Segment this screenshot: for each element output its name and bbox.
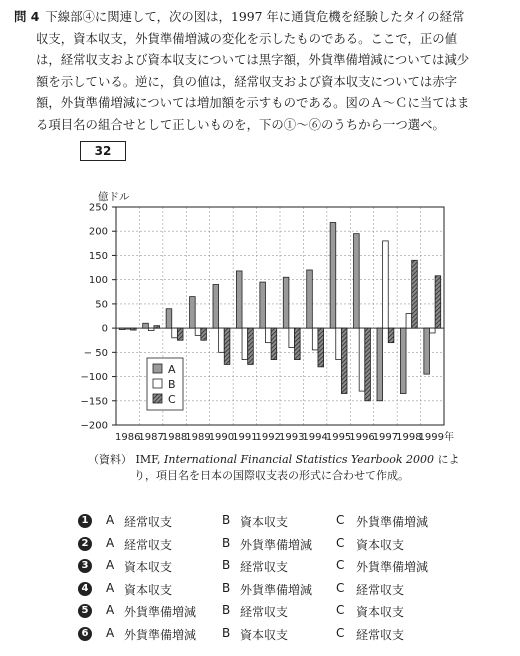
bar-B — [406, 314, 412, 329]
question-line-3: は，経常収支および資本収支については黒字額，外貨準備増減については減少 — [36, 52, 470, 68]
bar-C — [201, 328, 207, 340]
bar-B — [359, 328, 365, 391]
option-number: 4 — [78, 582, 92, 596]
option-label-a: A — [106, 580, 115, 595]
option-row[interactable] — [78, 513, 498, 535]
source-note — [88, 452, 498, 484]
x-tick-label: 1990 — [208, 432, 235, 443]
y-tick-label: 200 — [88, 226, 108, 238]
legend-box — [147, 358, 183, 410]
y-tick-label: 250 — [88, 202, 108, 214]
option-label-b: B — [222, 535, 231, 550]
bar-C — [271, 328, 277, 359]
option-label-b: B — [222, 603, 231, 617]
x-tick-label: 1994 — [302, 432, 328, 443]
source-line-2: り，項目名を日本の国際収支表の形式に合わせて作成。 — [134, 469, 409, 482]
option-value-c: 外貨準備増減 — [356, 515, 429, 529]
question-line-2: 収支，資本収支，外貨準備増減の変化を示したものである。ここで，正の値 — [36, 30, 458, 46]
question-line-6: る項目名の組合せとして正しいものを，下の①～⑥のうちから一つ選べ。 — [36, 116, 445, 132]
option-label-c: C — [336, 513, 345, 527]
bar-A — [354, 234, 360, 328]
bar-A — [260, 282, 266, 328]
option-label-c: C — [336, 603, 345, 617]
bar-A — [330, 223, 336, 329]
bar-C — [295, 328, 301, 359]
bar-B — [195, 328, 201, 335]
y-tick-label: −150 — [80, 396, 108, 408]
option-label-a: A — [106, 513, 115, 527]
option-label-b: B — [222, 558, 231, 572]
source-title: International Financial Statistics Yearbook 2000 — [164, 453, 435, 466]
bar-C — [224, 328, 230, 364]
bar-A — [307, 270, 313, 328]
legend-label-A: A — [168, 363, 176, 376]
option-value-c: 資本収支 — [356, 605, 405, 619]
bar-C — [177, 328, 183, 340]
bar-C — [341, 328, 347, 393]
bar-B — [125, 328, 131, 329]
option-value-c: 経常収支 — [356, 627, 405, 642]
bar-B — [429, 328, 435, 333]
bar-A — [119, 328, 125, 329]
option-row[interactable] — [78, 581, 498, 603]
bar-B — [265, 328, 271, 343]
question-line-4: 額を示している。逆に，負の値は，経常収支および資本収支については赤字 — [36, 73, 458, 89]
bar-A — [190, 297, 196, 328]
bar-A — [377, 328, 383, 401]
option-label-c: C — [336, 535, 345, 550]
bar-B — [289, 328, 295, 347]
option-number: 2 — [78, 537, 92, 551]
option-value-b: 外貨準備増減 — [240, 537, 313, 552]
option-value-b: 外貨準備増減 — [240, 582, 313, 597]
option-row[interactable] — [78, 558, 498, 580]
x-tick-label: 1999年 — [418, 432, 455, 443]
option-label-c: C — [336, 558, 345, 572]
option-label-a: A — [106, 558, 115, 572]
x-tick-label: 1998 — [396, 432, 422, 443]
bar-C — [131, 328, 137, 330]
bar-B — [172, 328, 178, 338]
option-value-c: 経常収支 — [356, 582, 405, 597]
bar-C — [154, 326, 160, 328]
bar-C — [412, 260, 418, 328]
bar-B — [242, 328, 248, 359]
option-row[interactable] — [78, 536, 498, 558]
bar-A — [143, 323, 149, 328]
bar-B — [312, 328, 318, 350]
bar-B — [383, 241, 389, 328]
question-number: 問 4 — [14, 9, 40, 24]
bar-C — [435, 276, 441, 328]
x-tick-label: 1989 — [185, 432, 211, 443]
option-value-b: 経常収支 — [240, 605, 289, 619]
y-tick-label: 50 — [95, 299, 108, 311]
bar-A — [424, 328, 430, 374]
bar-A — [166, 309, 172, 328]
legend-label-C: C — [168, 393, 176, 406]
option-label-b: B — [222, 513, 231, 527]
bar-C — [365, 328, 371, 401]
legend-swatch-C — [153, 394, 162, 403]
y-tick-label: −100 — [80, 372, 108, 384]
source-prefix: （資料） IMF, — [88, 453, 161, 466]
legend-swatch-A — [153, 364, 162, 373]
x-tick-label: 1988 — [161, 432, 188, 443]
option-value-b: 資本収支 — [240, 627, 289, 642]
y-unit-label: 億ドル — [98, 191, 130, 203]
bar-B — [148, 328, 154, 330]
option-value-a: 資本収支 — [124, 560, 173, 574]
y-tick-label: − 50 — [83, 347, 108, 359]
option-number: 5 — [78, 604, 92, 618]
option-label-c: C — [336, 580, 345, 595]
x-tick-label: 1992 — [255, 432, 282, 443]
legend-label-B: B — [168, 378, 176, 391]
option-value-c: 資本収支 — [356, 537, 405, 552]
option-number: 6 — [78, 627, 92, 641]
option-value-c: 外貨準備増減 — [356, 560, 429, 574]
option-value-b: 経常収支 — [240, 560, 289, 574]
x-tick-label: 1986 — [114, 432, 141, 443]
question-line-5: 額，外貨準備増減については増加額を示すものである。図のＡ～Ｃに当てはま — [36, 95, 470, 111]
option-value-a: 外貨準備増減 — [124, 605, 197, 619]
bar-A — [283, 277, 289, 328]
bar-A — [400, 328, 406, 393]
x-tick-label: 1997 — [372, 432, 399, 443]
option-value-a: 資本収支 — [124, 582, 173, 597]
bar-A — [213, 285, 219, 329]
y-tick-label: −200 — [80, 420, 108, 432]
x-tick-label: 1991 — [232, 432, 258, 443]
y-tick-label: 100 — [88, 275, 108, 287]
option-value-b: 資本収支 — [240, 515, 289, 529]
bar-C — [248, 328, 254, 364]
x-tick-label: 1995 — [325, 432, 352, 443]
x-tick-label: 1987 — [138, 432, 164, 443]
option-label-b: B — [222, 625, 231, 640]
bar-C — [318, 328, 324, 367]
option-label-a: A — [106, 625, 115, 640]
question-line-text: 下線部④に関連して，次の図は，1997 年に通貨危機を経験したタイの経常 — [45, 9, 465, 24]
option-label-b: B — [222, 580, 231, 595]
bar-A — [236, 271, 242, 328]
option-number: 3 — [78, 559, 92, 573]
source-suffix: によ — [437, 453, 460, 466]
option-value-a: 経常収支 — [124, 537, 173, 552]
bar-C — [388, 328, 394, 343]
x-tick-label: 1993 — [278, 432, 305, 443]
legend-swatch-B — [153, 379, 162, 388]
y-tick-label: 0 — [101, 323, 108, 335]
bar-B — [219, 328, 225, 352]
option-label-c: C — [336, 625, 345, 640]
answer-box: 32 — [80, 141, 126, 161]
option-label-a: A — [106, 603, 115, 617]
x-tick-label: 1996 — [349, 432, 375, 443]
option-row[interactable] — [78, 603, 498, 625]
option-number: 1 — [78, 514, 92, 528]
bar-B — [336, 328, 342, 359]
option-row[interactable] — [78, 626, 498, 648]
option-value-a: 経常収支 — [124, 515, 173, 529]
option-label-a: A — [106, 535, 115, 550]
y-tick-label: 150 — [88, 250, 108, 262]
option-value-a: 外貨準備増減 — [124, 627, 197, 642]
